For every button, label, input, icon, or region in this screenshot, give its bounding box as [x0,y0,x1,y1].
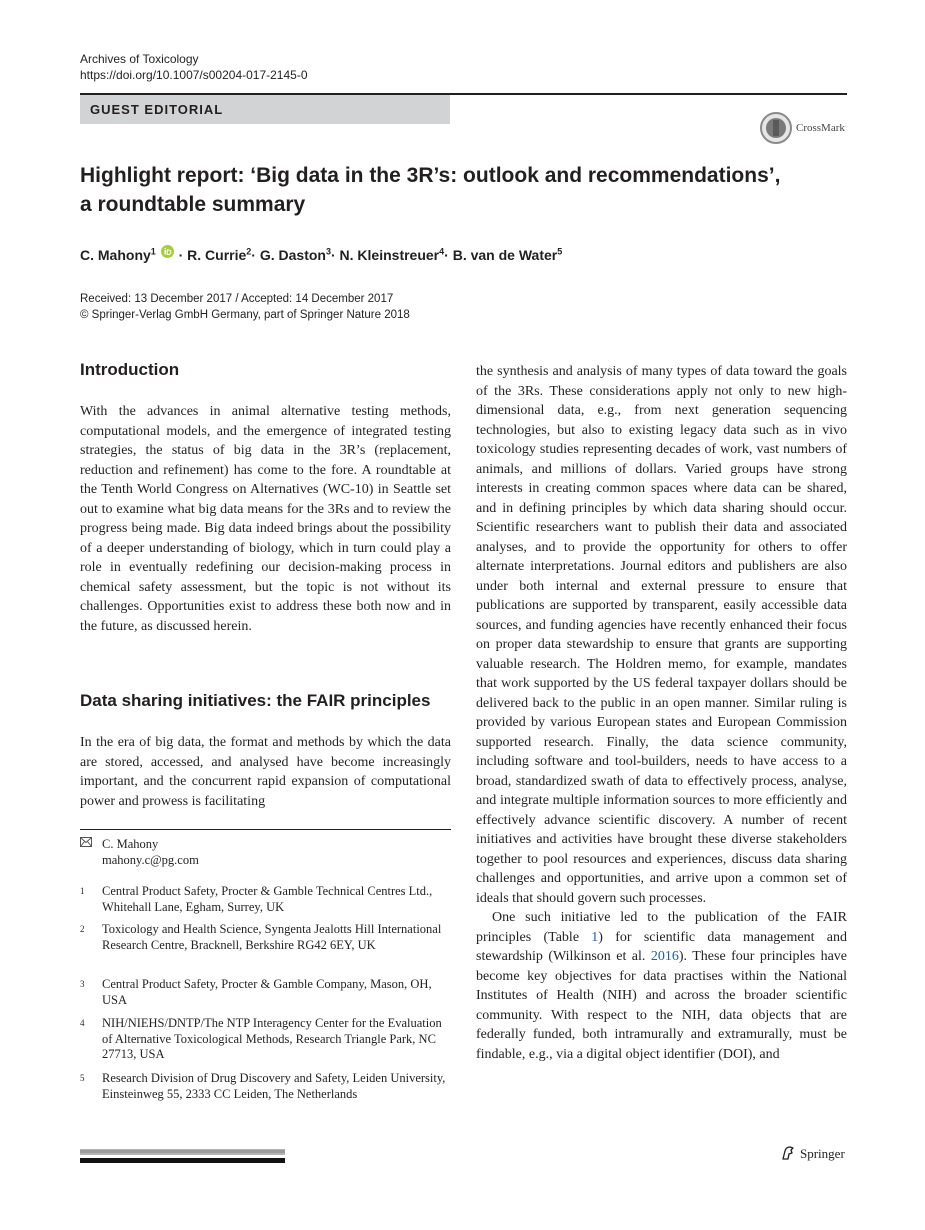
paragraph-text: In the era of big data, the format and methods by which the data are stored, accessed, and analysed have become increasingly important, and the concurrent rapid expansion of computational power and prowess is facilitating [80,735,451,809]
paragraph-text: the synthesis and analysis of many types of data toward the goals of the 3Rs. These considerations apply not only to new high-dimensional data, e.g., from next generation sequencing technologies, but also to existing legacy data such as in vivo toxicology studies representing decades of work, vast numbers of animals, and millions of dollars. Varied groups have strong interests in creating common spaces where data can be shared, and in defining principles by which data sharing should occur. Scientific researchers want to publish their data and associated analyses, and to provide the opportunity for others to offer alternate interpretations. Journal editors and publishers are also under both internal and external pressure to ensure that publications are supported by transparent, easily accessible data sources, and funding agencies have recently enhanced their focus on proper data stewardship to ensure that grants are supporting valuable research. The Holdren memo, for example, mandates that work supported by the US federal taxpayer dollars should be delivered back to the public in an open manner. Similar ruling is provided by various European states and European Commission supported research. Finally, the data science community, including software and tool-builders, needs to have access to a broad, standardized swath of data to effectively process, analyse, and integrate multiple information sources to more efficiently and effectively advance scientific discovery. A number of recent initiatives and activities have brought these diverse stakeholders together to pool resources and experiences, discuss data sharing challenges and opportunities, and arrive upon a common set of ideals that should govern such processes. [476,364,847,906]
springer-logo [780,1145,850,1163]
affiliation-number: 4 [80,1018,85,1028]
right-column [476,362,847,1064]
affiliation-number: 1 [80,886,85,896]
orcid-icon[interactable] [161,245,174,258]
author-affil: 1 [150,246,156,257]
affiliation-number: 2 [80,924,85,934]
paragraph-text: With the advances in animal alternative testing methods, computational models, and the emergence of integrated testing strategies, the status of big data in the 3R’s (replacement, reduction and refinement) has come to the fore. A roundtable at the Tenth World Congress on Alternatives (WC-10) in Seattle set out to examine what big data means for the 3Rs and to review the progress being made. Big data indeed brings about the possibility of a deeper understanding of biology, which in turn could play a role in eventually redefining our decision-making process in chemical safety assessment, but the topic is not without its challenges. Opportunities exist to address these both now and in the future, as discussed herein. [80,404,451,634]
citation-link[interactable]: 2016 [650,949,679,964]
copyright-notice: © Springer-Verlag GmbH Germany, part of Springer Nature 2018 [80,309,410,321]
author-list: C. Mahony$^1$ · R. Currie$^2$· G. Daston$^3$· N. Kleinstreuer$^4$· B. van de Water$^5$ [80,246,563,263]
author-name[interactable]: N. Kleinstreuer [339,247,440,263]
author-name[interactable]: G. Daston [259,247,326,263]
author-affil: 4 [439,246,445,257]
crossmark-icon [760,112,792,144]
author-name[interactable]: R. Currie [187,247,247,263]
article-type-label: GUEST EDITORIAL [90,102,224,117]
affiliation-number: 5 [80,1073,85,1083]
affiliation-text: Research Division of Drug Discovery and Safety, Leiden University, Einsteinweg 55, 2333 CC Leiden, The Netherlands [102,1071,446,1101]
title-line-1: Highlight report: ‘Big data in the 3R’s: outlook and recommendations’, [80,164,781,187]
received-dates: Received: 13 December 2017 / Accepted: 14 December 2017 [80,293,394,305]
footnote-rule [80,829,451,830]
contact-email[interactable]: mahony.c@pg.com [102,852,199,867]
affiliation-text: NIH/NIEHS/DNTP/The NTP Interagency Center for the Evaluation of Alternative Toxicological Methods, Research Triangle Park, NC 27713, USA [102,1016,442,1061]
fair-paragraph [80,733,451,811]
author-affil: 5 [557,246,563,257]
publisher-label: Springer [800,1146,845,1161]
contact-name: C. Mahony [102,837,159,851]
affiliation-text: Central Product Safety, Procter & Gamble Company, Mason, OH, USA [102,977,432,1007]
table-reference-link[interactable]: 1 [591,929,599,945]
affiliation-number: 3 [80,979,85,989]
title-line-2: a roundtable summary [80,193,306,216]
author-name[interactable]: C. Mahony [80,247,151,263]
decorative-footer-bar [80,1148,285,1164]
article-type-bar [80,95,450,124]
journal-name: Archives of Toxicology [80,52,199,66]
author-name[interactable]: B. van de Water [452,247,558,263]
introduction-paragraph [80,402,451,636]
affiliation-text: Central Product Safety, Procter & Gamble Technical Centres Ltd., Whitehall Lane, Egham, Surrey, UK [102,884,433,914]
springer-horse-icon [780,1145,796,1161]
section-heading-introduction: Introduction [80,360,180,379]
paragraph-text: One such initiative led to the publication of the FAIR principles (Table 1) for scientific data management and stewardship (Wilkinson et al. 2016). These four principles have become key objectives for data practises within the National Institutes of Health (NIH) and across the broader scientific community. With respect to the NIH, data objects that are federally funded, both intramurally and extramurally, must be findable, e.g., via a digital object identifier (DOI), and [476,910,847,1062]
affiliation-text: Toxicology and Health Science, Syngenta Jealotts Hill International Research Centre, Bracknell, Berkshire RG42 6EY, UK [102,922,442,952]
section-heading-fair: Data sharing initiatives: the FAIR principles [80,691,431,710]
doi-link[interactable]: https://doi.org/10.1007/s00204-017-2145-0 [80,68,308,82]
article-title [80,161,800,219]
author-affil: 2 [246,246,252,257]
envelope-icon [80,837,92,847]
author-affil: 3 [325,246,331,257]
crossmark-label: CrossMark [796,122,845,134]
crossmark-badge[interactable] [760,112,850,148]
